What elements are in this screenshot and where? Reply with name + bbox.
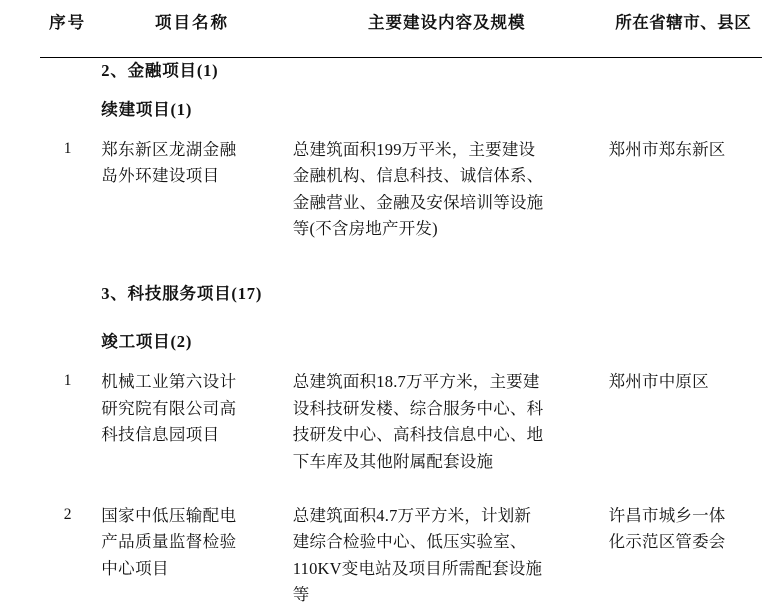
text-line: 化示范区管委会: [608, 532, 726, 552]
group-subheading-row: [40, 317, 762, 355]
group-heading-label: 2、金融项目(1): [101, 61, 219, 81]
column-header-region: 所在省辖市、县区: [615, 13, 752, 32]
text-line: 110KV变电站及项目所需配套设施: [292, 558, 543, 578]
row-description: [289, 499, 605, 611]
text-line: 郑州市郑东新区: [608, 140, 726, 160]
text-line: 郑州市中原区: [608, 372, 709, 392]
group-heading-label: 3、科技服务项目(17): [101, 283, 263, 303]
text-line: 金融营业、金融及安保培训等设施: [292, 192, 544, 212]
row-region: [605, 133, 762, 245]
group-heading-no: [40, 267, 95, 307]
group-subheading-label: 竣工项目(2): [101, 332, 193, 351]
row-index: 1: [63, 372, 72, 390]
row-region: [605, 365, 762, 477]
table-body: [40, 44, 762, 610]
group-heading-row: [40, 44, 762, 84]
row-project-name: [95, 499, 289, 611]
spacer: [40, 307, 762, 317]
text-line: 机械工业第六设计: [101, 372, 237, 392]
group-heading-no: [40, 44, 95, 84]
group-subheading-no: [40, 317, 95, 355]
text-line: 中心项目: [101, 558, 169, 578]
spacer-cell: [40, 123, 762, 133]
text-line: 技研发中心、高科技信息中心、地: [292, 425, 544, 445]
row-description: [289, 365, 605, 477]
spacer: [40, 477, 762, 499]
text-line: 金融机构、信息科技、诚信体系、: [292, 166, 544, 186]
text-line: 等: [292, 585, 310, 605]
table-row: [40, 133, 762, 245]
text-line: 等(不含房地产开发): [292, 219, 438, 239]
spacer-cell: [40, 245, 762, 267]
table-row: [40, 365, 762, 477]
row-project-name: [95, 133, 289, 245]
text-line: 国家中低压输配电: [101, 505, 237, 525]
table-header-row: [40, 8, 762, 44]
text-line: 设科技研发楼、综合服务中心、科: [292, 398, 544, 418]
column-header-name: 项目名称: [155, 13, 230, 32]
column-header-desc: 主要建设内容及规模: [367, 13, 526, 32]
group-subheading-label: 续建项目(1): [101, 99, 193, 119]
row-index: 2: [63, 505, 72, 523]
text-line: 总建筑面积199万平米，主要建设: [292, 140, 536, 160]
text-line: 科技信息园项目: [101, 425, 220, 445]
row-description: [289, 133, 605, 245]
text-line: 许昌市城乡一体: [608, 505, 726, 525]
row-index: 1: [63, 140, 72, 158]
spacer: [40, 123, 762, 133]
text-line: 总建筑面积4.7万平方米，计划新: [292, 505, 532, 525]
text-line: 总建筑面积18.7万平方米，主要建: [292, 372, 540, 392]
spacer-cell: [40, 477, 762, 499]
text-line: 岛外环建设项目: [101, 166, 220, 186]
text-line: 建综合检验中心、低压实验室、: [292, 532, 527, 552]
document-page: [0, 8, 766, 607]
spacer: [40, 355, 762, 365]
text-line: 产品质量监督检验: [101, 532, 237, 552]
group-subheading-row: [40, 85, 762, 123]
project-table: [40, 8, 762, 611]
column-header-no: 序号: [49, 13, 87, 32]
header-divider: [40, 57, 762, 58]
text-line: 下车库及其他附属配套设施: [292, 451, 494, 471]
row-region: [605, 499, 762, 611]
table-header: [40, 8, 762, 44]
group-heading-row: [40, 267, 762, 307]
row-project-name: [95, 365, 289, 477]
text-line: 研究院有限公司高: [101, 398, 237, 418]
spacer-cell: [40, 355, 762, 365]
spacer: [40, 245, 762, 267]
table-row: [40, 499, 762, 611]
spacer-cell: [40, 307, 762, 317]
group-subheading-no: [40, 85, 95, 123]
text-line: 郑东新区龙湖金融: [101, 140, 237, 160]
